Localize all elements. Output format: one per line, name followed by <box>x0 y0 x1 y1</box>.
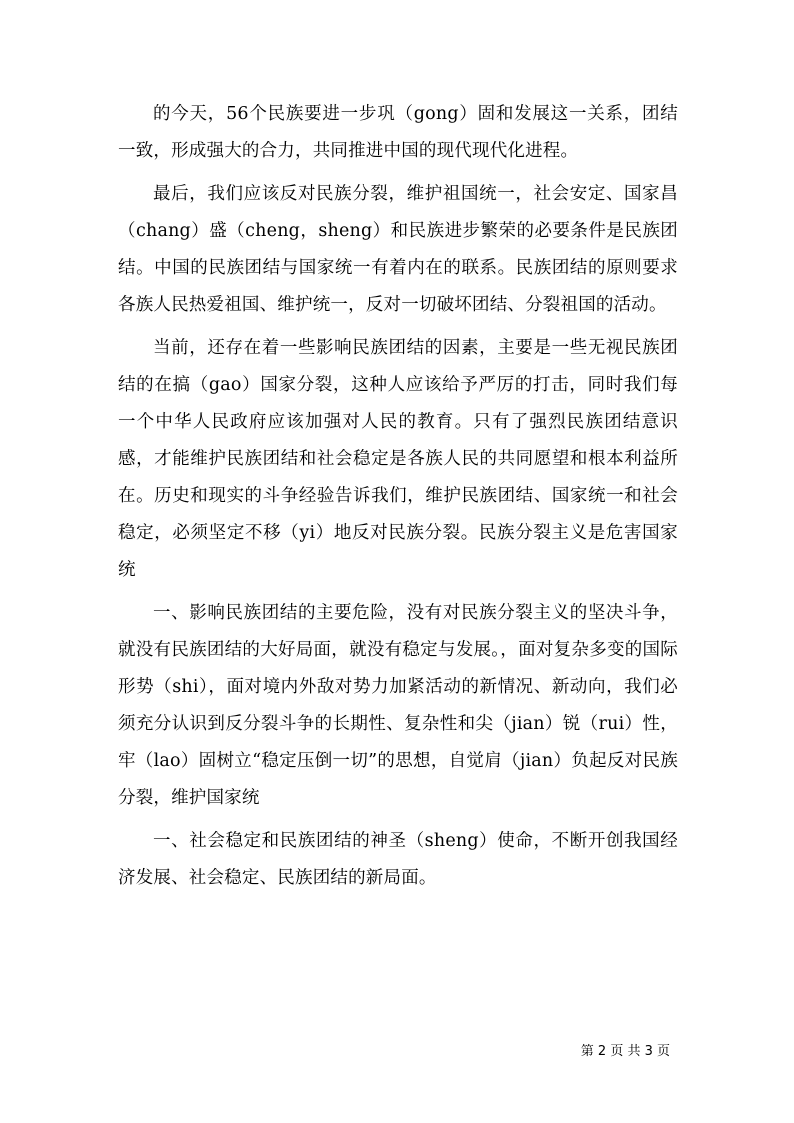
paragraph-4: 一、影响民族团结的主要危险，没有对民族分裂主义的坚决斗争，就没有民族团结的大好局面，就没有稳定与发展。，面对复杂多变的国际形势（shi），面对境内外敌对势力加紧活动的新情况、新动向，我们必须充分认识到反分裂斗争的长期性、复杂性和尖（jian）锐（rui）性，牢（lao）固树立“稳定压倒一切”的思想，自觉肩（jian）负起反对民族分裂，维护国家统 <box>118 603 678 808</box>
paragraph-2: 最后，我们应该反对民族分裂，维护祖国统一，社会安定、国家昌（chang）盛（cheng，sheng）和民族进步繁荣的必要条件是民族团结。中国的民族团结与国家统一有着内在的联系。民族团结的原则要求各族人民热爱祖国、维护统一，反对一切破坏团结、分裂祖国的活动。 <box>118 184 678 315</box>
paragraph-5: 一、社会稳定和民族团结的神圣（sheng）使命，不断开创我国经济发展、社会稳定、民族团结的新局面。 <box>118 831 678 888</box>
paragraph-3: 当前，还存在着一些影响民族团结的因素，主要是一些无视民族团结的在搞（gao）国家分裂，这种人应该给予严厉的打击，同时我们每一个中华人民政府应该加强对人民的教育。只有了强烈民族团结意识感，才能维护民族团结和社会稳定是各族人民的共同愿望和根本利益所在。历史和现实的斗争经验告诉我们，维护民族团结、国家统一和社会稳定，必须坚定不移（yi）地反对民族分裂。民族分裂主义是危害国家统 <box>118 338 678 580</box>
paragraph-1: 的今天，56个民族要进一步巩（gong）固和发展这一关系，团结一致，形成强大的合力，共同推进中国的现代现代化进程。 <box>118 104 678 161</box>
document-body <box>118 96 678 897</box>
page-number-footer: 第 2 页 共 3 页 <box>580 1044 670 1059</box>
